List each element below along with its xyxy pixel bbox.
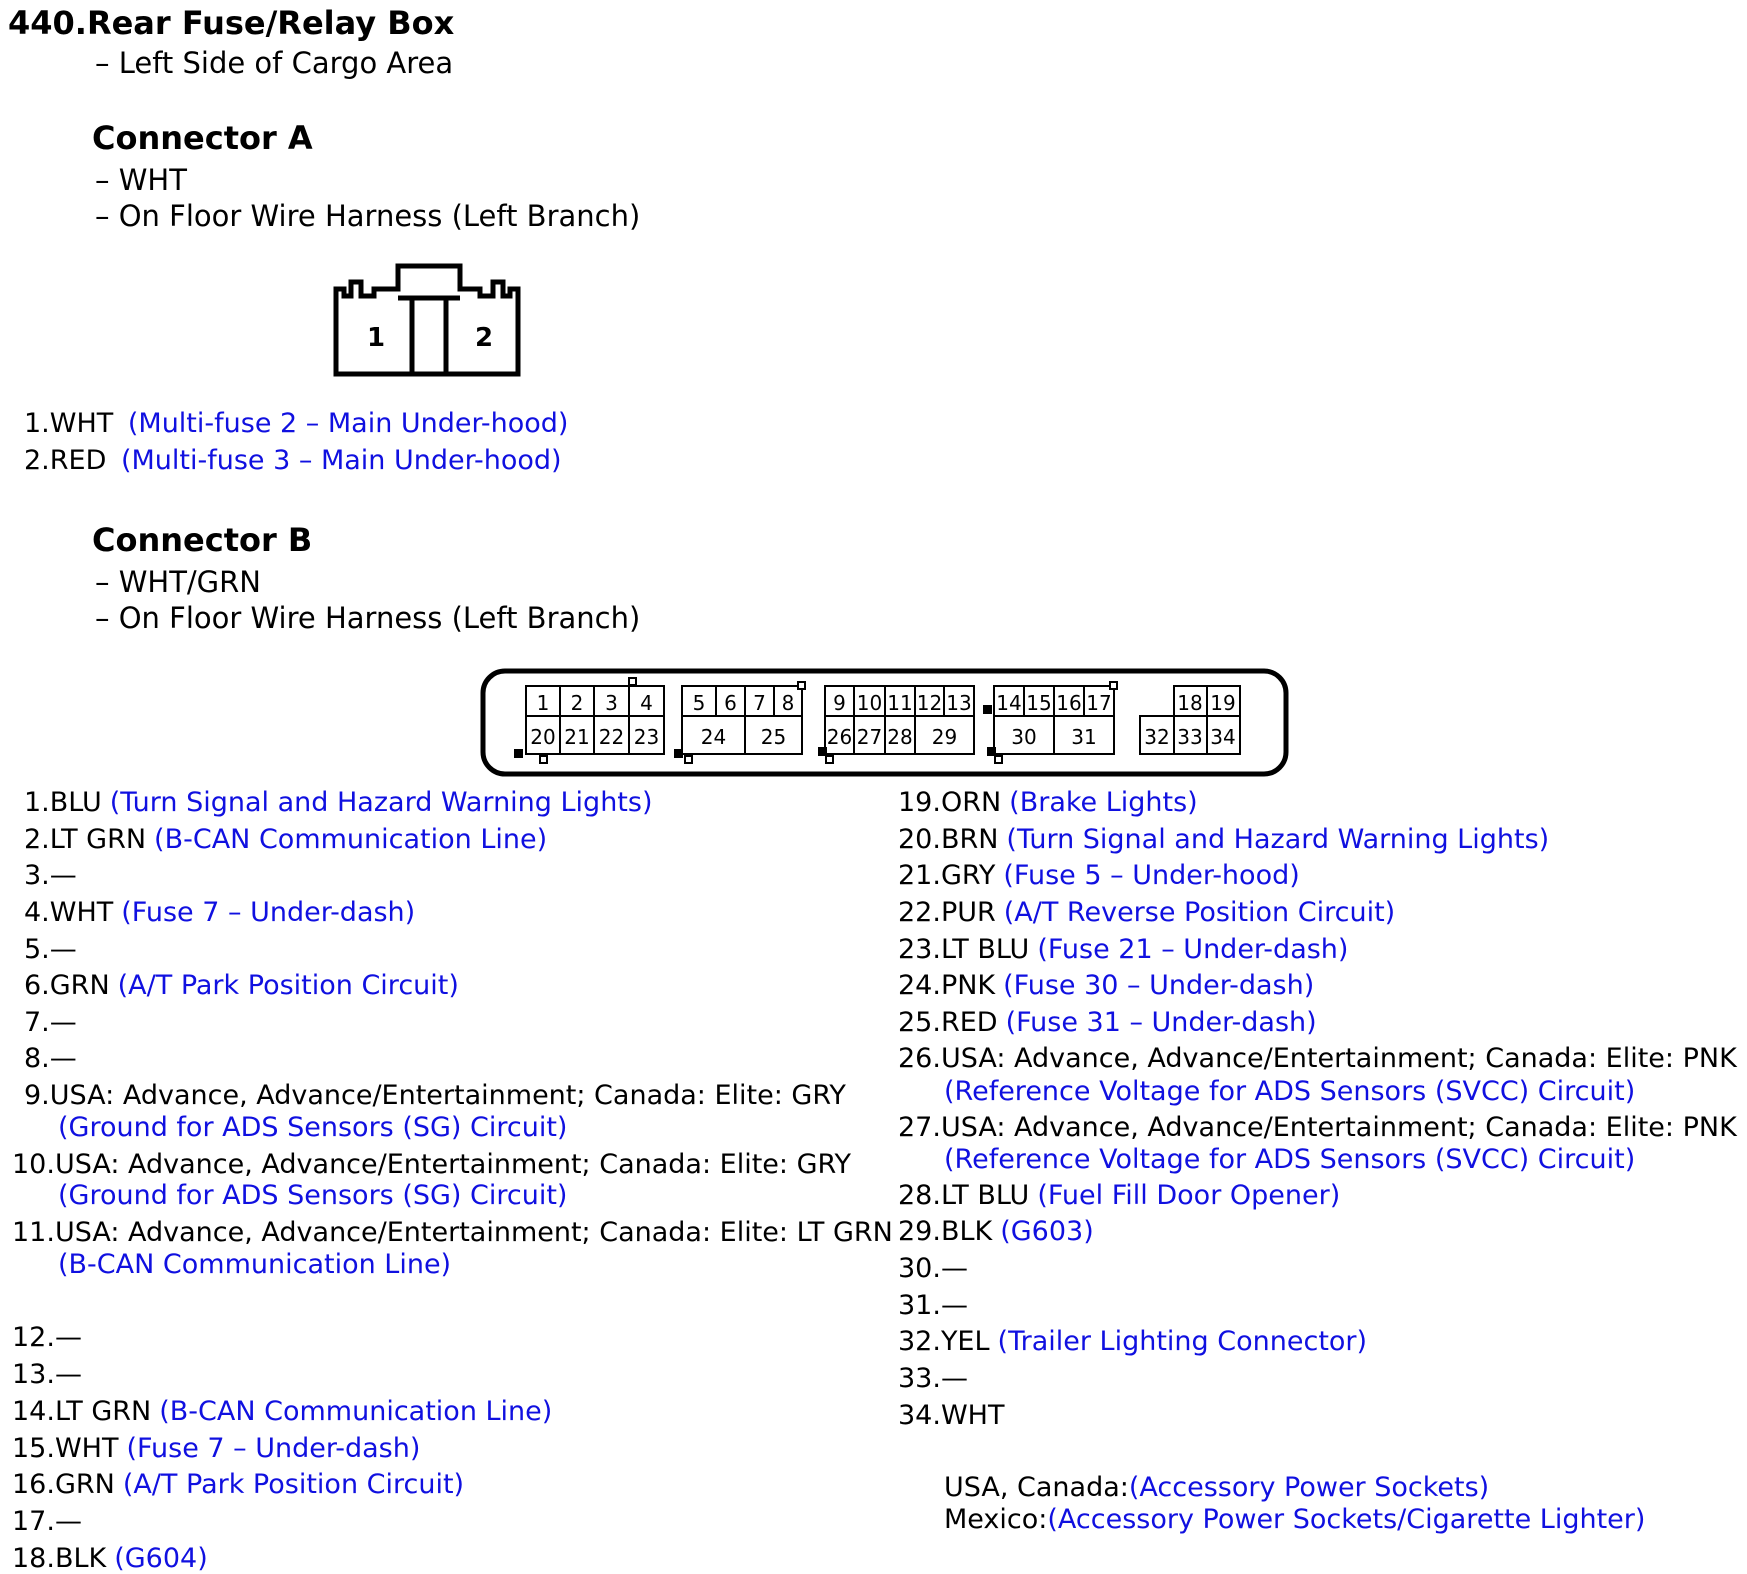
connector-b-cavity-label: 5: [692, 691, 706, 715]
variant-label: Mexico:: [944, 1504, 1048, 1535]
connector-a-pin-row: [24, 445, 562, 476]
pin-circuit: (Ground for ADS Sensors (SG) Circuit): [58, 1180, 568, 1211]
connector-a-harness: – On Floor Wire Harness (Left Branch): [95, 199, 641, 233]
pin-label: 1.WHT: [24, 408, 114, 439]
connector-b-cavity-label: 26: [826, 725, 853, 749]
pin-label: 4.WHT: [24, 897, 114, 928]
connector-b-cavity-label: 14: [996, 691, 1022, 715]
pin-circuit: (B-CAN Communication Line): [154, 824, 548, 855]
connector-b-cavity-label: 1: [536, 691, 550, 715]
connector-b-cavity-label: 28: [887, 725, 913, 749]
connector-b-cavity-label: 3: [605, 691, 618, 715]
pin-label: 5.—: [24, 934, 77, 965]
pin-label: 16.GRN: [12, 1469, 115, 1500]
pin-label: 12.—: [12, 1322, 82, 1353]
connector-b-pin-row: [898, 1180, 1340, 1211]
pin-label: 30.—: [898, 1253, 968, 1284]
pin-circuit: (Fuse 7 – Under-dash): [121, 897, 416, 928]
connector-b-cavity-label: 34: [1210, 725, 1236, 749]
connector-a-pin-row: [24, 408, 568, 439]
connector-b-key-mark: [1110, 682, 1117, 689]
connector-b-key-mark: [819, 748, 826, 755]
pin-label: 27.USA: Advance, Advance/Entertainment; Canada: Elite: PNK: [898, 1112, 1737, 1143]
pin-circuit: (B-CAN Communication Line): [58, 1249, 452, 1280]
connector-b-pin-row: [24, 897, 415, 928]
connector-b-cavity-label: 19: [1210, 691, 1236, 715]
connector-b-cavity-label: 18: [1177, 691, 1203, 715]
connector-b-cavity-label: 33: [1177, 725, 1203, 749]
pin-label: 8.—: [24, 1043, 77, 1074]
connector-b-pin-row: [898, 1007, 1317, 1038]
variant-label: USA, Canada:: [944, 1472, 1129, 1503]
pin-label: 26.USA: Advance, Advance/Entertainment; Canada: Elite: PNK: [898, 1043, 1737, 1074]
connector-b-pin-row: [12, 1433, 420, 1464]
connector-b-pin-row: [898, 897, 1395, 928]
pin-circuit: (Fuel Fill Door Opener): [1037, 1180, 1341, 1211]
pin-circuit: (Turn Signal and Hazard Warning Lights): [109, 787, 653, 818]
connector-b-pin-row: [24, 970, 459, 1001]
connector-a-cavity-label: 1: [366, 323, 386, 353]
connector-a-heading: Connector A: [92, 119, 313, 157]
connector-b-cavity-label: 8: [781, 691, 795, 715]
connector-b-cavity-label: 4: [640, 691, 653, 715]
connector-b-key-mark: [826, 756, 833, 763]
pin-label: 22.PUR: [898, 897, 996, 928]
pin-circuit: (A/T Park Position Circuit): [117, 970, 459, 1001]
pin-circuit: (Reference Voltage for ADS Sensors (SVCC) Circuit): [944, 1144, 1636, 1175]
pin-circuit: (A/T Reverse Position Circuit): [1003, 897, 1396, 928]
pin-label: 34.WHT: [898, 1400, 1005, 1431]
pin-label: 32.YEL: [898, 1326, 990, 1357]
connector-b-key-mark: [988, 748, 995, 755]
connector-b-cavity-label: 29: [931, 725, 958, 749]
connector-b-pin-row: [24, 787, 653, 818]
connector-b-pin-row: [24, 934, 77, 965]
connector-b-pin-row: [24, 1080, 846, 1111]
connector-b-pin-row: [898, 1326, 1367, 1357]
connector-b-pin-row: [898, 970, 1314, 1001]
pin-label: 13.—: [12, 1359, 82, 1390]
connector-b-cavity-label: 13: [946, 691, 972, 715]
pin-circuit: (Trailer Lighting Connector): [997, 1326, 1368, 1357]
connector-b-pin-row: [898, 860, 1300, 891]
pin-label: 21.GRY: [898, 860, 996, 891]
connector-b-cavity-label: 7: [753, 691, 766, 715]
connector-b-pin-row: [24, 824, 547, 855]
pin-circuit: (G604): [114, 1543, 208, 1574]
connector-b-pin-row: [898, 1400, 1004, 1431]
pin-label: 31.—: [898, 1290, 968, 1321]
connector-b-pin-row: [12, 1322, 82, 1353]
connector-b-pin-row: [12, 1469, 464, 1500]
connector-b-pin-row: [12, 1543, 208, 1574]
connector-b-pin-row: [898, 934, 1348, 965]
connector-b-cavity-label: 12: [916, 691, 943, 715]
connector-b-pin-row: [24, 860, 77, 891]
pin-label: 17.—: [12, 1506, 82, 1537]
pin-circuit: (Fuse 21 – Under-dash): [1037, 934, 1349, 965]
pin-label: 15.WHT: [12, 1433, 119, 1464]
pin-circuit: (Ground for ADS Sensors (SG) Circuit): [58, 1112, 568, 1143]
pin-circuit: (Multi-fuse 3 – Main Under-hood): [120, 445, 562, 476]
variant-circuit: (Accessory Power Sockets/Cigarette Lighter): [1047, 1504, 1646, 1535]
pin-circuit: (Fuse 7 – Under-dash): [126, 1433, 421, 1464]
connector-b-cavity-label: 27: [856, 725, 883, 749]
connector-b-cavity-label: 2: [570, 691, 584, 715]
pin-circuit: (Multi-fuse 2 – Main Under-hood): [127, 408, 569, 439]
pin-label: 18.BLK: [12, 1543, 107, 1574]
connector-b-pin-row: [898, 824, 1549, 855]
connector-b-pin-row: [898, 787, 1198, 818]
pin-circuit: (Turn Signal and Hazard Warning Lights): [1006, 824, 1550, 855]
connector-b-key-mark: [515, 750, 522, 757]
connector-b-pin-row: [898, 1043, 1737, 1074]
pin-label: 33.—: [898, 1363, 968, 1394]
connector-b-cavity-label: 32: [1144, 725, 1170, 749]
connector-b-pin-row: [12, 1359, 82, 1390]
connector-a-face-diagram: [330, 262, 530, 382]
page-title: 440.Rear Fuse/Relay Box: [8, 4, 455, 42]
location-note: – Left Side of Cargo Area: [95, 46, 454, 80]
pin-circuit: (Reference Voltage for ADS Sensors (SVCC) Circuit): [944, 1076, 1636, 1107]
connector-b-cavity-label: 10: [856, 691, 883, 715]
pin-circuit: (Fuse 5 – Under-hood): [1003, 860, 1300, 891]
pin-label: 24.PNK: [898, 970, 996, 1001]
connector-b-cavity-label: 31: [1071, 725, 1097, 749]
connector-a-cavity-label: 2: [474, 323, 494, 353]
pin-label: 2.LT GRN: [24, 824, 147, 855]
pin-label: 20.BRN: [898, 824, 999, 855]
pin-label: 29.BLK: [898, 1216, 993, 1247]
connector-b-key-mark: [995, 756, 1002, 763]
connector-a-color: – WHT: [95, 163, 187, 197]
connector-b-cavity-label: 23: [633, 725, 660, 749]
connector-b-cavity-label: 15: [1026, 691, 1052, 715]
connector-b-key-mark: [798, 682, 805, 689]
connector-b-key-mark: [629, 678, 636, 685]
connector-b-key-mark: [984, 706, 991, 713]
pin-circuit: (Fuse 31 – Under-dash): [1005, 1007, 1317, 1038]
connector-b-pin-row: [12, 1149, 851, 1180]
connector-b-cavity-label: 17: [1086, 691, 1112, 715]
connector-b-pin-row: [898, 1112, 1737, 1143]
pin-label: 11.USA: Advance, Advance/Entertainment; Canada: Elite: LT GRN: [12, 1217, 893, 1248]
connector-b-pin-row: [24, 1007, 77, 1038]
pin-circuit: (B-CAN Communication Line): [159, 1396, 553, 1427]
connector-b-cavity-label: 24: [700, 725, 727, 749]
connector-a-housing: [336, 266, 518, 374]
connector-b-cavity-label: 22: [598, 725, 625, 749]
pin-label: 9.USA: Advance, Advance/Entertainment; Canada: Elite: GRY: [24, 1080, 846, 1111]
connector-b-heading: Connector B: [92, 521, 313, 559]
connector-b-cavity-label: 25: [760, 725, 787, 749]
pin-label: 1.BLU: [24, 787, 102, 818]
pin-label: 14.LT GRN: [12, 1396, 152, 1427]
connector-b-pin-row: [898, 1290, 968, 1321]
connector-b-pin-row: [898, 1363, 968, 1394]
connector-b-pin-row: [12, 1506, 82, 1537]
pin-circuit: (G603): [1000, 1216, 1094, 1247]
pin-circuit: (A/T Park Position Circuit): [122, 1469, 465, 1500]
connector-b-harness: – On Floor Wire Harness (Left Branch): [95, 601, 641, 635]
connector-b-pin-row: [24, 1043, 77, 1074]
pin-label: 6.GRN: [24, 970, 110, 1001]
connector-b-cavity-label: 30: [1011, 725, 1037, 749]
connector-b-pin-row: [898, 1253, 968, 1284]
pin-label: 2.RED: [24, 445, 107, 476]
connector-b-pin-row: [12, 1396, 552, 1427]
pin34-variant-row: [944, 1504, 1645, 1535]
connector-b-key-mark: [675, 750, 682, 757]
connector-b-key-mark: [540, 756, 547, 763]
connector-b-pin-row: [898, 1216, 1094, 1247]
connector-b-cavity-label: 20: [530, 725, 556, 749]
connector-b-face-diagram: [480, 668, 1292, 780]
pin-label: 23.LT BLU: [898, 934, 1030, 965]
pin-label: 25.RED: [898, 1007, 998, 1038]
pin-circuit: (Brake Lights): [1009, 787, 1198, 818]
connector-b-cavity-label: 6: [724, 691, 737, 715]
connector-b-pin-row: [12, 1217, 893, 1248]
connector-b-cavity-label: 9: [833, 691, 846, 715]
connector-b-key-mark: [685, 756, 692, 763]
pin-label: 10.USA: Advance, Advance/Entertainment; Canada: Elite: GRY: [12, 1149, 852, 1180]
pin-label: 3.—: [24, 860, 77, 891]
connector-b-cavity-label: 21: [564, 725, 590, 749]
variant-circuit: (Accessory Power Sockets): [1128, 1472, 1490, 1503]
pin34-variant-row: [944, 1472, 1489, 1503]
pin-label: 19.ORN: [898, 787, 1002, 818]
pin-label: 28.LT BLU: [898, 1180, 1030, 1211]
connector-b-cavity-label: 11: [887, 691, 913, 715]
pin-label: 7.—: [24, 1007, 77, 1038]
connector-b-cavity-label: 16: [1056, 691, 1082, 715]
pin-circuit: (Fuse 30 – Under-dash): [1003, 970, 1315, 1001]
connector-b-color: – WHT/GRN: [95, 565, 261, 599]
